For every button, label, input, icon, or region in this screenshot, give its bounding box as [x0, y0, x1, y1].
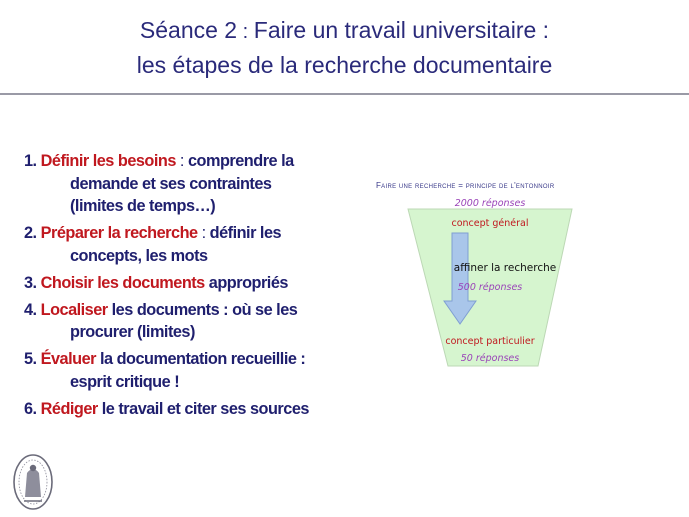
title-subject: Faire un travail universitaire :: [253, 17, 550, 43]
funnel-bottom-count: 50 réponses: [460, 353, 520, 364]
step-continuation: concepts, les mots: [70, 246, 208, 265]
slide-title: [0, 14, 689, 82]
step-text: le travail et citer ses sources: [101, 399, 309, 418]
funnel-top-concept: concept général: [451, 218, 529, 229]
funnel-top-count: 2000 réponses: [454, 198, 526, 209]
step-text: comprendre la: [187, 152, 294, 170]
title-session: Séance 2: [139, 17, 238, 43]
university-seal-logo: [12, 453, 54, 511]
step-text: les documents : où se les: [111, 300, 298, 319]
step-number: 2.: [24, 224, 37, 242]
step-separator: :: [175, 152, 188, 170]
step-item: [24, 398, 374, 421]
step-continuation: procurer (limites): [70, 323, 195, 341]
step-text: la documentation recueillie :: [100, 350, 306, 368]
step-number: 3.: [24, 273, 37, 292]
step-keyword: Préparer la recherche: [40, 224, 198, 242]
step-number: 5.: [24, 350, 37, 368]
title-line-1: [0, 14, 689, 49]
steps-list: [24, 150, 374, 425]
funnel-heading: Faire une recherche = principe de l'entonnoir: [376, 181, 555, 190]
funnel-bottom-concept: concept particulier: [445, 336, 535, 347]
funnel-diagram: [400, 196, 580, 371]
step-keyword: Définir les besoins: [40, 152, 176, 170]
step-keyword: Rédiger: [40, 399, 98, 418]
step-number: 6.: [24, 399, 37, 418]
seal-icon: [12, 453, 54, 511]
title-divider: [0, 93, 689, 95]
step-item: [24, 348, 374, 393]
title-line-2: les étapes de la recherche documentaire: [136, 52, 553, 78]
step-item: [24, 222, 374, 267]
funnel-middle-action: affiner la recherche: [453, 262, 557, 274]
step-continuation: esprit critique !: [70, 372, 180, 391]
step-keyword: Choisir les documents: [40, 273, 205, 292]
step-continuation: demande et ses contraintes: [70, 174, 272, 193]
step-text: appropriés: [208, 273, 288, 292]
step-number: 4.: [24, 300, 37, 319]
step-item: [24, 299, 374, 344]
title-separator: :: [237, 21, 254, 43]
step-continuation: (limites de temps…): [70, 197, 216, 215]
step-number: 1.: [24, 152, 37, 170]
step-separator: :: [197, 224, 210, 242]
step-keyword: Évaluer: [40, 350, 96, 368]
step-item: [24, 272, 374, 295]
step-text: définir les: [209, 224, 282, 242]
step-item: [24, 150, 374, 218]
step-keyword: Localiser: [40, 300, 108, 319]
funnel-middle-count: 500 réponses: [457, 282, 523, 293]
